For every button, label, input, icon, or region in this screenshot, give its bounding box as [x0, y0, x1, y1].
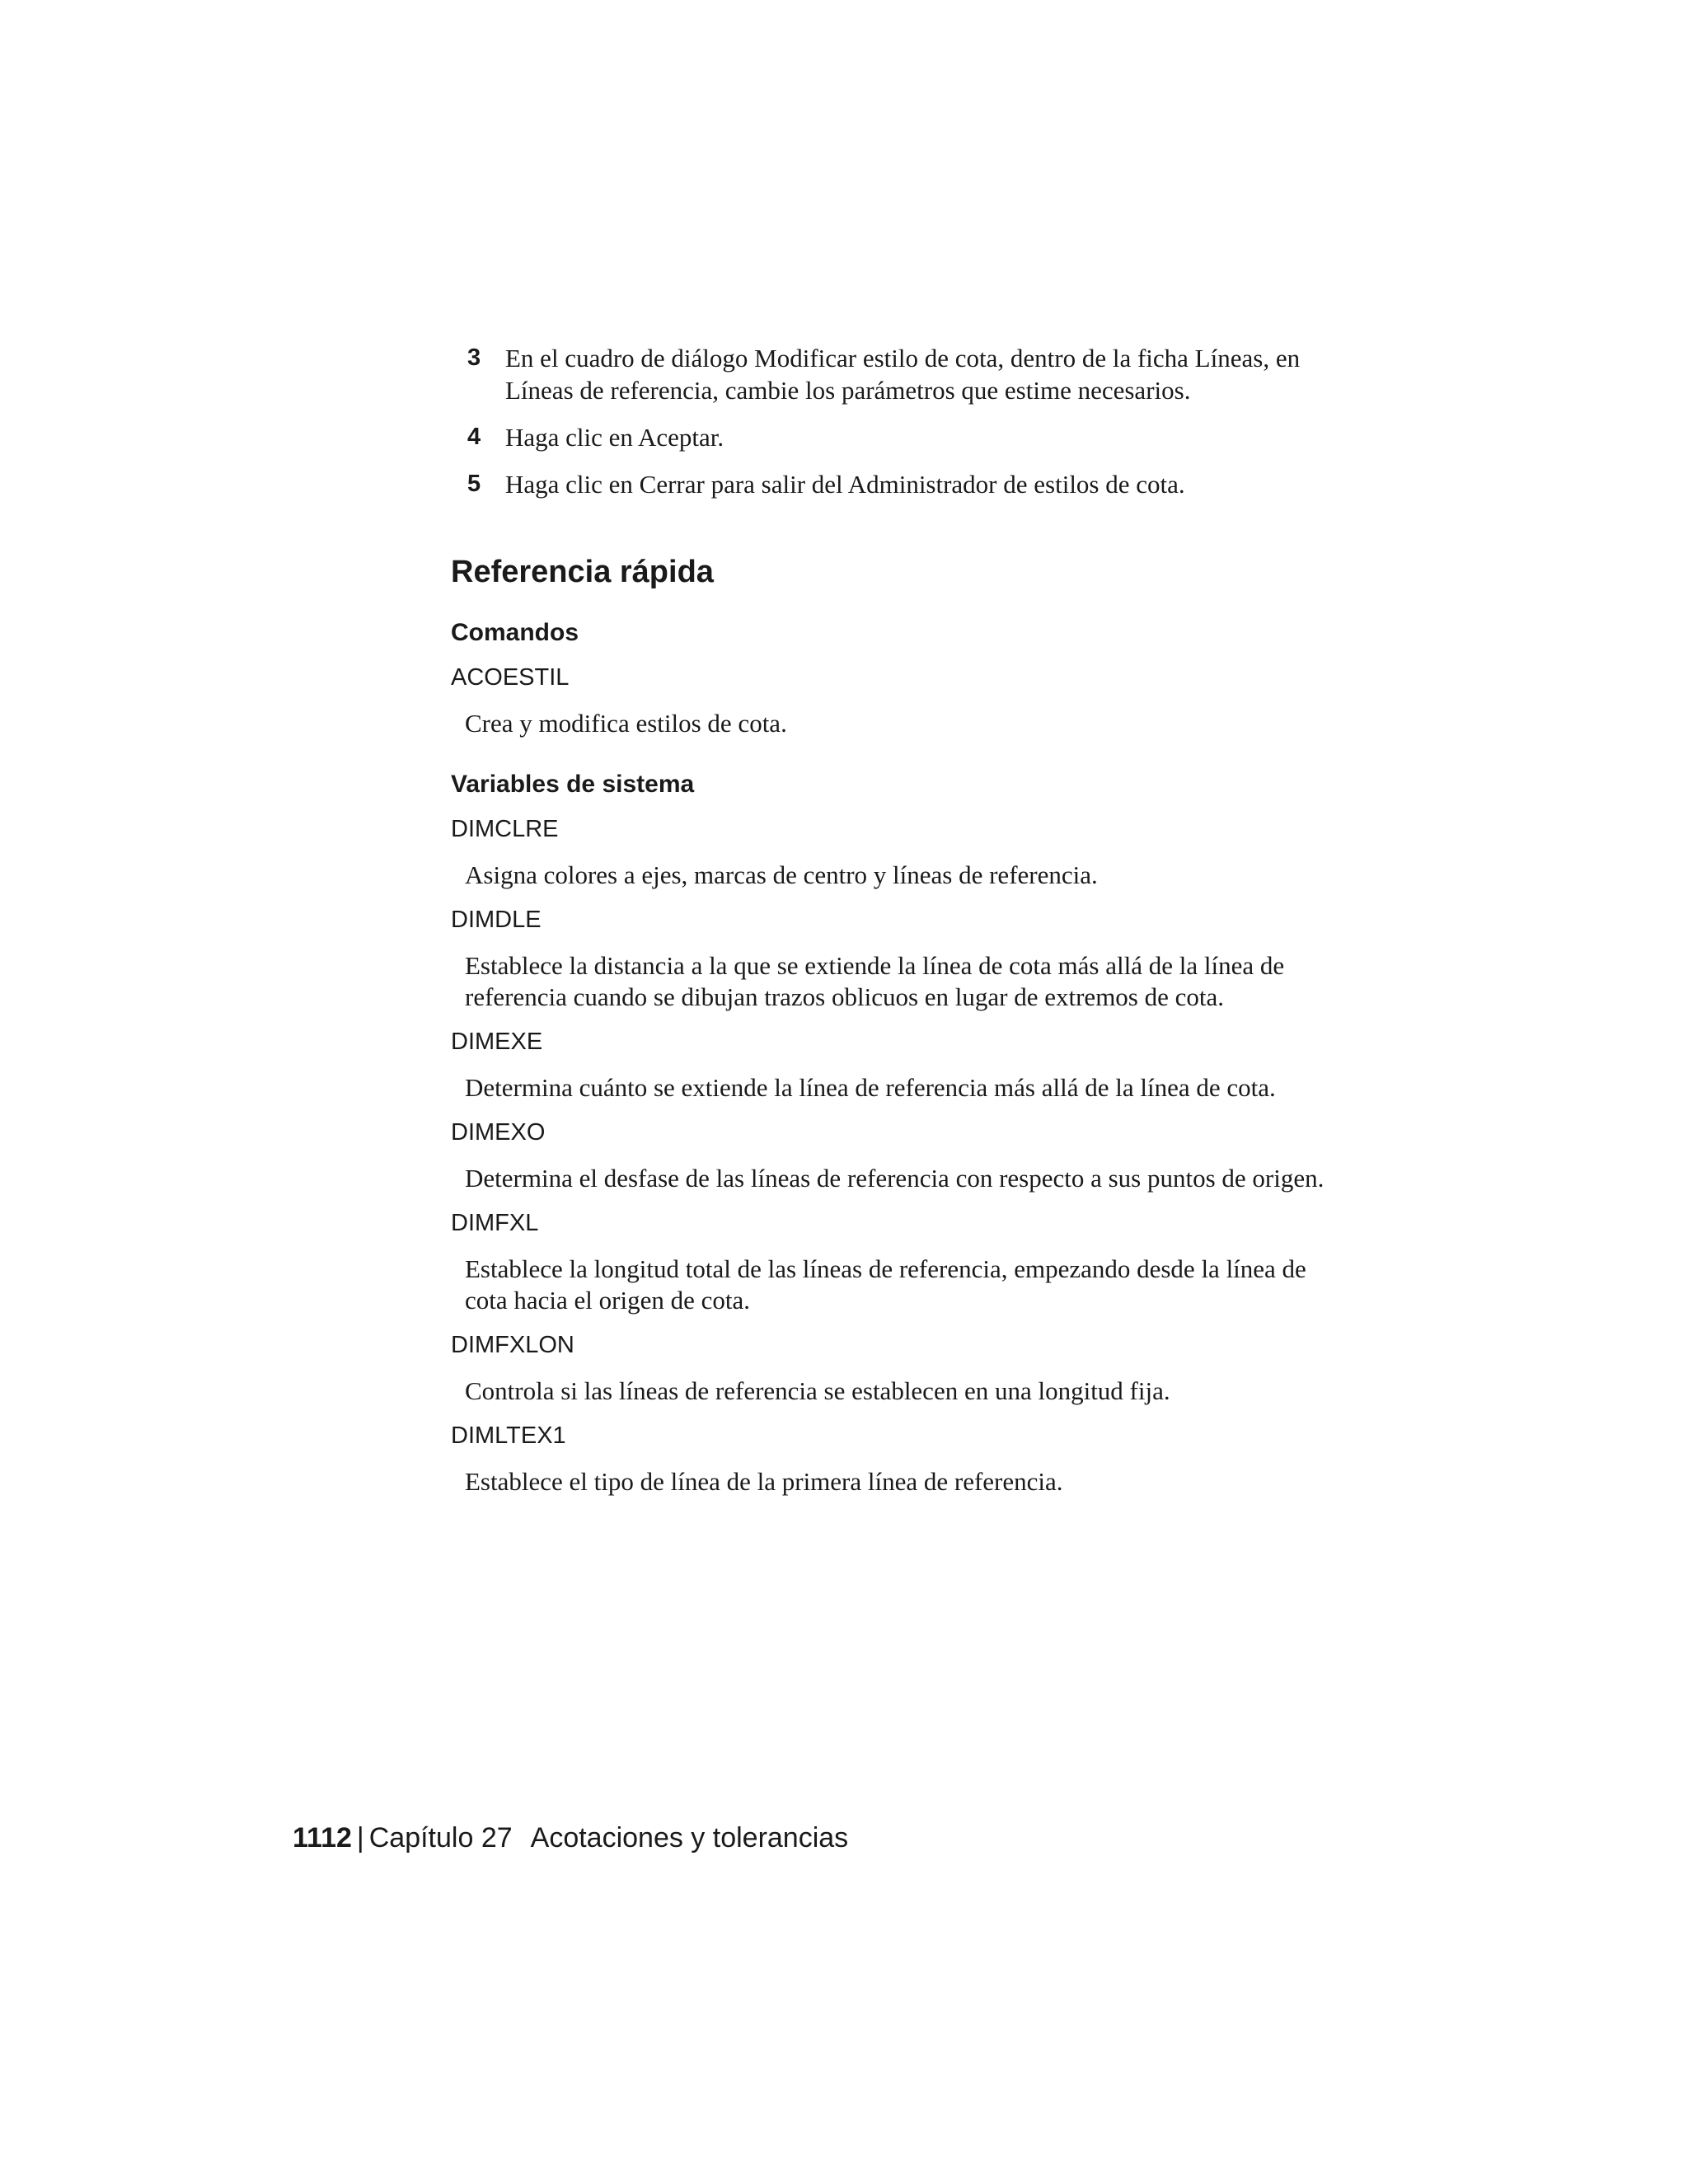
- page-footer: [293, 1820, 848, 1856]
- subsection-title-commands: Comandos: [451, 619, 579, 646]
- variable-description: Determina el desfase de las líneas de referencia con respecto a sus puntos de origen.: [465, 1164, 1325, 1193]
- variable-description: Establece la distancia a la que se extiende la línea de cota más allá de la línea de referencia cuando se dibujan trazos oblicuos en lugar de extremos de cota.: [465, 951, 1285, 1011]
- step-number: 5: [467, 471, 481, 497]
- variable-description: Establece la longitud total de las líneas de referencia, empezando desde la línea de cota hacia el origen de cota.: [465, 1254, 1306, 1315]
- step-4: [451, 421, 1341, 453]
- variable-description: Asigna colores a ejes, marcas de centro y líneas de referencia.: [465, 860, 1098, 889]
- section-title-quick-reference: Referencia rápida: [451, 555, 714, 589]
- page-number: 1112: [293, 1822, 352, 1854]
- variable-description: Controla si las líneas de referencia se establecen en una longitud fija.: [465, 1376, 1170, 1405]
- command-term: ACOESTIL: [451, 664, 570, 691]
- variable-term: DIMLTEX1: [451, 1422, 566, 1449]
- chapter-label: Capítulo 27: [368, 1822, 513, 1854]
- variable-term: DIMEXE: [451, 1029, 543, 1055]
- variable-term: DIMDLE: [451, 907, 542, 933]
- variable-term: DIMFXL: [451, 1210, 539, 1236]
- variable-description: Establece el tipo de línea de la primera línea de referencia.: [465, 1467, 1063, 1496]
- step-number: 4: [467, 424, 481, 450]
- variable-term: DIMCLRE: [451, 816, 559, 842]
- subsection-title-system-variables: Variables de sistema: [451, 771, 695, 798]
- step-5: [451, 468, 1341, 500]
- chapter-title: Acotaciones y tolerancias: [530, 1822, 849, 1854]
- step-text: En el cuadro de diálogo Modificar estilo de cota, dentro de la ficha Líneas, en Líneas de referencia, cambie los parámetros que estime necesarios.: [505, 344, 1301, 405]
- footer-separator: |: [356, 1822, 364, 1854]
- step-number: 3: [467, 344, 481, 371]
- step-text: Haga clic en Cerrar para salir del Administrador de estilos de cota.: [505, 470, 1185, 499]
- page-content: [451, 342, 1341, 1511]
- variable-term: DIMEXO: [451, 1119, 546, 1146]
- variable-term: DIMFXLON: [451, 1332, 574, 1358]
- step-3: [451, 342, 1341, 406]
- command-description: Crea y modifica estilos de cota.: [465, 709, 787, 738]
- step-text: Haga clic en Aceptar.: [505, 423, 724, 452]
- variable-description: Determina cuánto se extiende la línea de referencia más allá de la línea de cota.: [465, 1073, 1276, 1102]
